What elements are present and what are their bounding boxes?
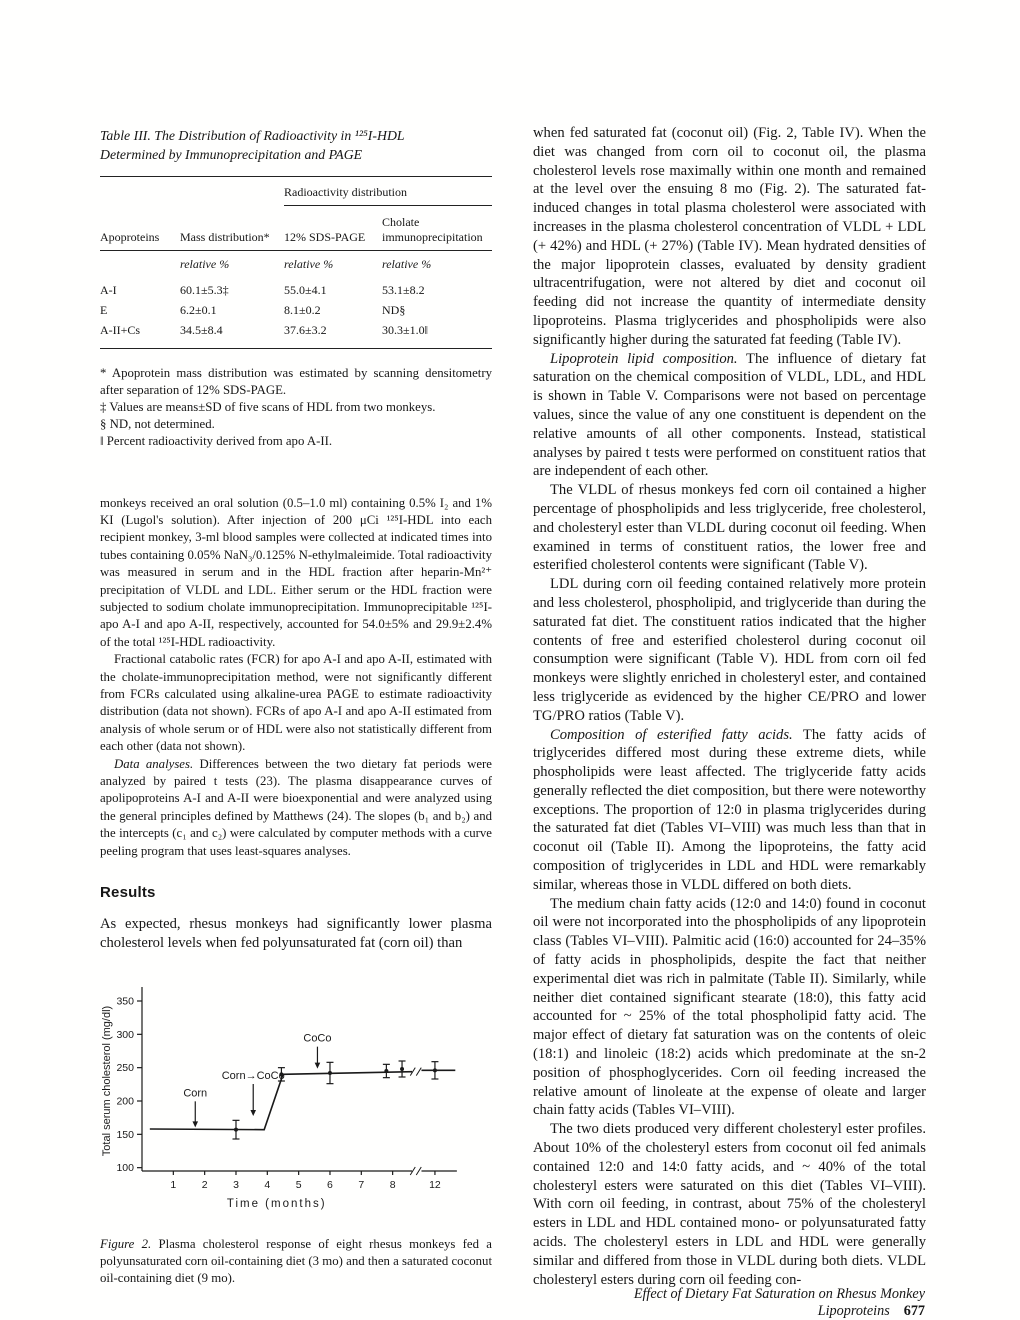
svg-text:100: 100 xyxy=(116,1161,134,1174)
svg-text:5: 5 xyxy=(295,1178,302,1191)
body-paragraph: when fed saturated fat (coconut oil) (Fig. 2, Table IV). When the diet was changed from corn oil to coconut oil, the plasma cholesterol levels rose maximally within one month and remained at the level over the ensuing 8 mo (Fig. 2). The saturated fat-induced changes in total plasma cholesterol were associated with increases in the plasma cholesterol concentration of VLDL + LDL (+ 42%) and HDL (+ 27%) (Table IV). Mean hydrated densities of the major lipoprotein classes, evaluated by density gradient ultracentrifugation, were not altered by diet and coconut oil feeding did not increase the quantity of intermediate density lipoproteins. Plasma triglycerides and phospholipids were also significantly higher during the saturated fat feeding (Table IV). xyxy=(533,125,926,348)
svg-text:300: 300 xyxy=(116,1028,134,1041)
methods-text xyxy=(100,495,492,861)
methods-paragraph xyxy=(100,756,492,860)
table-cell: 53.1±8.2 xyxy=(382,283,425,297)
table-cell: ND§ xyxy=(382,303,406,317)
table-iii-title-line1: Table III. The Distribution of Radioactivity in ¹²⁵I-HDL xyxy=(100,128,405,143)
footnote: ‖ Percent radioactivity derived from apo A-II. xyxy=(100,434,333,449)
figure2-caption-text: Plasma cholesterol response of eight rhesus monkeys fed a polyunsaturated corn oil-containing diet (3 mo) and then a saturated coconut oil-containing diet (9 mo). xyxy=(100,1236,492,1286)
svg-text:7: 7 xyxy=(358,1178,365,1191)
table-iii-header-sds-page: 12% SDS-PAGE xyxy=(284,221,382,251)
table-iii-unit: relative % xyxy=(382,257,432,271)
svg-text:1: 1 xyxy=(170,1178,177,1191)
table-iii-footnotes xyxy=(100,365,492,451)
paragraph-lead: Lipoprotein lipid composition. xyxy=(550,350,738,367)
methods-paragraph: Fractional catabolic rates (FCR) for apo A-I and apo A-II, estimated with the cholate-immunoprecipitation method, were not significantly different from FCRs calculated using alkaline-urea PAGE to estimate radioactivity distribution (data not shown). FCRs of apo A-I and apo A-II estimated from analysis of whole serum or of HDL were also not statistically different from each other (data not shown). xyxy=(100,652,492,754)
running-title: Effect of Dietary Fat Saturation on Rhesus Monkey Lipoproteins xyxy=(633,1286,925,1319)
paragraph-text: The fatty acids of triglycerides differed most during these extreme diets, while phospholipids were least affected. The triglyceride fatty acids generally reflected the diet composition, but there were noteworthy exceptions. The proportion of 12:0 in plasma triglycerides during the saturated fat diet (Tables VI–VIII) was much less than that in coconut oil (Table II). Among the lipoproteins, the fatty acid composition of triglycerides in LDL and HDL were remarkably similar, whereas those in VLDL differed on both diets. xyxy=(533,726,926,893)
table-iii-unit-spacer xyxy=(100,251,180,275)
svg-text:Corn→CoCo: Corn→CoCo xyxy=(221,1069,285,1082)
body-paragraph xyxy=(533,726,926,895)
body-paragraph: The VLDL of rhesus monkeys fed corn oil contained a higher percentage of phospholipids and less triglyceride, free cholesterol, and cholesteryl ester than VLDL during coconut oil feeding. When examined in terms of constituent ratios, the lower free and esterified cholesterol contents were significant (Table V). xyxy=(533,482,926,574)
table-cell: A-II+Cs xyxy=(100,323,141,337)
body-paragraph: LDL during corn oil feeding contained relatively more protein and less cholesterol, phospholipid, and triglyceride than during the saturated fat diet. The constituent ratios indicated that the higher contents of free and esterified cholesterol during coconut oil consumption were significant (Table V). HDL from corn oil fed monkeys were slightly enriched in cholesteryl ester, and contained less triglyceride as evidenced by the higher CE/PRO and lower TG/PRO ratios (Table V). xyxy=(533,576,926,724)
svg-text:12: 12 xyxy=(429,1178,441,1191)
table-cell: 6.2±0.1 xyxy=(180,303,217,317)
footnote: § ND, not determined. xyxy=(100,417,215,432)
figure2-plot xyxy=(100,979,478,1223)
svg-text:4: 4 xyxy=(264,1178,271,1191)
svg-text:350: 350 xyxy=(116,995,134,1008)
svg-text:250: 250 xyxy=(116,1061,134,1074)
body-paragraph: The medium chain fatty acids (12:0 and 14:0) found in coconut oil were not incorporated into the phospholipids of any lipoprotein class (Tables VI–VIII). Palmitic acid (16:0) accounted for 24–35% of fatty acids in phospholipids, despite the fact that neither experimental diet was rich in palmitate (Table II). Similarly, while neither diet contained significant stearate (18:0), this fatty acid accounted for ~ 25% of the total phospholipid fatty acid. The major effect of dietary fat saturation was on the contents of oleic (18:1) and linoleic (18:2) acids which predominate at the sn-2 position of phosphoglycerides. Corn oil feeding increased the relative amount of linoleate at the expense of oleate and larger chain fatty acids (Tables VI–VIII). xyxy=(533,895,926,1119)
table-iii-header-cholate: Cholate immunoprecipitation xyxy=(382,206,492,251)
paragraph-lead: Composition of esterified fatty acids. xyxy=(550,726,793,743)
svg-text:3: 3 xyxy=(233,1178,239,1191)
results-heading: Results xyxy=(100,884,156,902)
left-column xyxy=(100,126,492,1287)
page-number: 677 xyxy=(903,1303,925,1319)
svg-text:8: 8 xyxy=(389,1178,396,1191)
svg-text:Time (months): Time (months) xyxy=(226,1197,327,1210)
figure2-caption xyxy=(100,1236,492,1288)
results-paragraph: As expected, rhesus monkeys had significantly lower plasma cholesterol levels when fed polyunsaturated fat (corn oil) than xyxy=(100,916,492,951)
right-column xyxy=(533,124,926,1289)
page-footer xyxy=(533,1286,925,1320)
svg-text:6: 6 xyxy=(327,1178,333,1191)
svg-text:Corn: Corn xyxy=(183,1086,208,1099)
figure2-caption-label: Figure 2. xyxy=(100,1236,152,1251)
table-iii-spanner-header: Radioactivity distribution xyxy=(284,177,492,206)
footnote: ‡ Values are means±SD of five scans of HDL from two monkeys. xyxy=(100,399,436,414)
svg-text:200: 200 xyxy=(116,1095,134,1108)
table-cell: 8.1±0.2 xyxy=(284,303,321,317)
table-iii xyxy=(100,176,492,349)
table-cell: 60.1±5.3‡ xyxy=(180,283,229,297)
table-iii-unit: relative % xyxy=(180,257,230,271)
table-iii-title xyxy=(100,126,492,164)
footnote: * Apoprotein mass distribution was estimated by scanning densitometry after separation of 12% SDS-PAGE. xyxy=(100,365,492,397)
table-cell: 37.6±3.2 xyxy=(284,323,327,337)
table-iii-title-line2: Determined by Immunoprecipitation and PAGE xyxy=(100,147,363,162)
table-cell: 55.0±4.1 xyxy=(284,283,327,297)
table-cell: A-I xyxy=(100,283,117,297)
body-paragraph: The two diets produced very different cholesteryl ester profiles. About 10% of the cholesteryl esters from coconut oil fed animals contained 12:0 and 14:0 fatty acids, and ~ 40% of the total cholesteryl esters were saturated on this diet (Tables VI–VIII). With corn oil feeding, in contrast, about 75% of the cholesteryl esters in LDL and HDL contained mono- or polyunsaturated fatty acids. The cholesteryl esters in LDL and HDL were generally similar and differed from those in VLDL during both diets. VLDL cholesteryl esters during corn oil feeding con- xyxy=(533,1121,926,1288)
paragraph-text: Differences between the two dietary fat periods were analyzed by paired t tests (23). The plasma disappearance curves of apolipoproteins A-I and A-II were bioexponential and were analyzed using the general principles defined by Matthews (24). The slopes (b₁ and b₂) and the intercepts (c₁ and c₂) were calculated by computer methods with a curve peeling program that uses least-squares analyses. xyxy=(100,756,492,858)
table-cell: 30.3±1.0‖ xyxy=(382,323,428,337)
paragraph-text: The influence of dietary fat saturation on the chemical composition of VLDL, LDL, and HDL is shown in Table V. Comparisons were not based on percentage values, since the value of any one constituent is dependent on the relative amounts of all other components. Instead, statistical analyses by paired t tests were performed on constituent ratios that are independent of each other. xyxy=(533,350,926,480)
body-paragraph xyxy=(533,350,926,482)
svg-text:150: 150 xyxy=(116,1128,134,1141)
table-iii-header-mass-distribution: Mass distribution* xyxy=(180,221,284,251)
figure2 xyxy=(100,979,492,1228)
table-iii-header-apoproteins: Apoproteins xyxy=(100,221,180,251)
table-iii-unit: relative % xyxy=(284,257,334,271)
svg-text:2: 2 xyxy=(201,1178,208,1191)
svg-text:Total serum cholesterol (mg/dl: Total serum cholesterol (mg/dl) xyxy=(101,1005,113,1156)
table-cell: E xyxy=(100,303,108,317)
svg-text:CoCo: CoCo xyxy=(303,1032,332,1045)
table-cell: 34.5±8.4 xyxy=(180,323,223,337)
methods-paragraph: monkeys received an oral solution (0.5–1.0 ml) containing 0.5% I₂ and 1% KI (Lugol's solution). After injection of 200 μCi ¹²⁵I-HDL into each recipient monkey, 3-ml blood samples were collected at indicated times into tubes containing 0.05% NaN₃/0.125% N-ethylmaleimide. Total radioactivity was measured in serum and in the HDL fraction after heparin-Mn²⁺ precipitation of VLDL and LDL. Either serum or the HDL fraction were subjected to sodium cholate immunoprecipitation. Immunoprecipitable ¹²⁵I-apo A-I and apo A-II, respectively, accounted for 54.0±5% and 29.9±2.4% of the total ¹²⁵I-HDL radioactivity. xyxy=(100,495,492,649)
paragraph-lead: Data analyses. xyxy=(114,756,194,771)
table-iii-spacer xyxy=(100,177,284,206)
